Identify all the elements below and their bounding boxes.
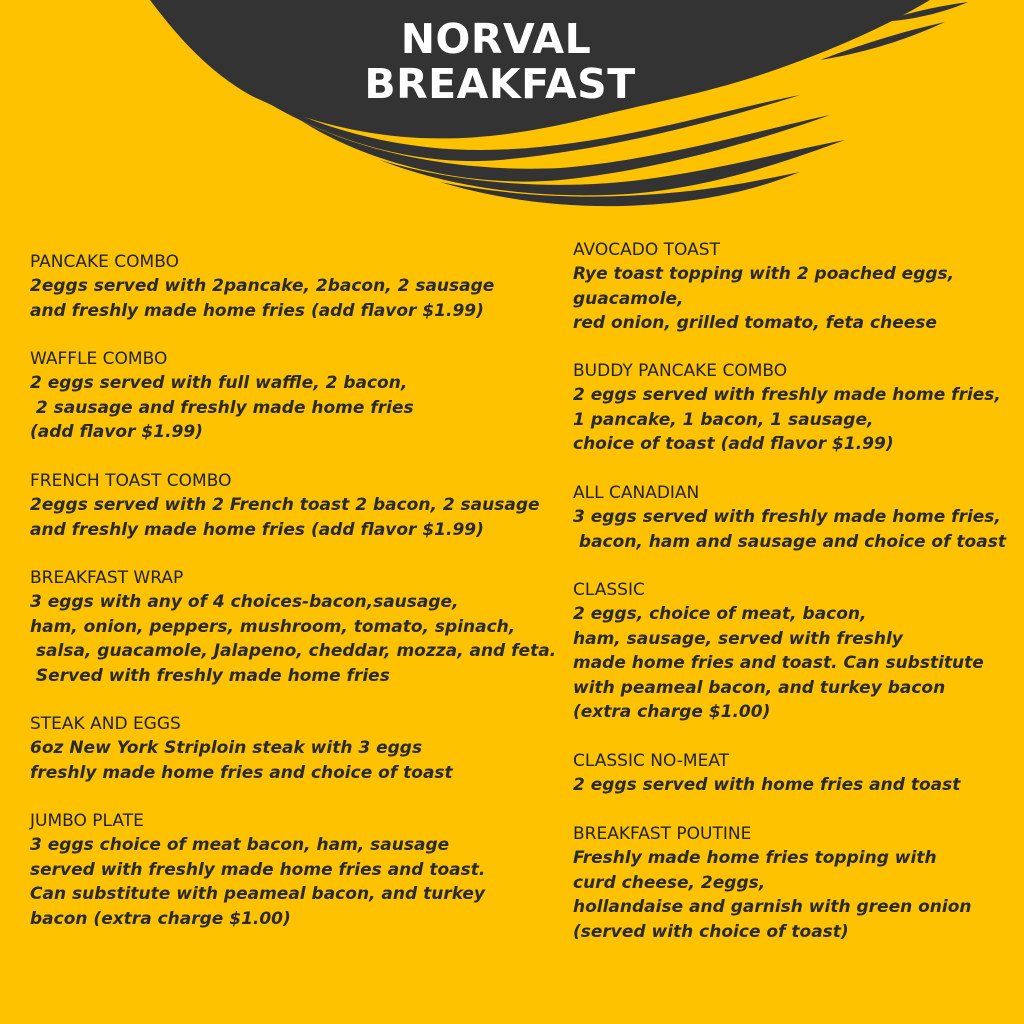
menu-item-description: 2eggs served with 2pancake, 2bacon, 2 sausage and freshly made home fries (add flavor $1.99)	[30, 276, 495, 321]
menu-item	[573, 239, 1013, 336]
menu-item-description: 2 eggs served with home fries and toast	[573, 775, 961, 795]
menu-item-name: BREAKFAST POUTINE	[573, 824, 752, 844]
menu-item-description: 2 eggs served with full waffle, 2 bacon, 2 sausage and freshly made home fries (add flavor $1.99)	[30, 373, 414, 442]
menu-item-description: Rye toast topping with 2 poached eggs, guacamole, red onion, grilled tomato, feta cheese	[573, 264, 955, 333]
menu-item	[30, 348, 550, 445]
menu-item-description: 3 eggs served with freshly made home fries, bacon, ham and sausage and choice of toast	[573, 507, 1006, 552]
menu-item-name: JUMBO PLATE	[30, 811, 144, 831]
menu-item-name: PANCAKE COMBO	[30, 252, 179, 272]
menu-item	[573, 750, 1013, 798]
menu-item-name: WAFFLE COMBO	[30, 349, 168, 369]
menu-item-description: 2 eggs served with freshly made home fries, 1 pancake, 1 bacon, 1 sausage, choice of toast (add flavor $1.99)	[573, 385, 1001, 454]
menu-item-name: CLASSIC	[573, 580, 645, 600]
menu-item-name: FRENCH TOAST COMBO	[30, 471, 232, 491]
menu-title-line2: BREAKFAST	[364, 60, 636, 108]
menu-item-description: Freshly made home fries topping with curd cheese, 2eggs, hollandaise and garnish with green onion (served with choice of toast)	[573, 848, 972, 942]
menu-item-description: 2 eggs, choice of meat, bacon, ham, sausage, served with freshly made home fries and toast. Can substitute with peameal bacon, and turkey bacon (extra charge $1.00)	[573, 604, 984, 722]
menu-item	[30, 251, 550, 323]
menu-item-description: 3 eggs with any of 4 choices-bacon,sausage, ham, onion, peppers, mushroom, tomato, spinach, salsa, guacamole, Jalapeno, cheddar, mozza, and feta. Served with freshly made home fries	[30, 592, 557, 686]
menu-item	[573, 482, 1013, 554]
menu-title-line1: NORVAL	[400, 15, 592, 63]
menu-item-name: BUDDY PANCAKE COMBO	[573, 361, 788, 381]
menu-item	[30, 810, 550, 931]
menu-item-description: 6oz New York Striploin steak with 3 eggs freshly made home fries and choice of toast	[30, 738, 453, 783]
menu-item-description: 3 eggs choice of meat bacon, ham, sausage served with freshly made home fries and toast. Can substitute with peameal bacon, and turkey bacon (extra charge $1.00)	[30, 835, 486, 929]
menu-item	[30, 567, 557, 688]
menu-item-name: STEAK AND EGGS	[30, 714, 181, 734]
menu-item	[573, 360, 1013, 457]
menu-item	[573, 823, 1013, 944]
menu-item-description: 2eggs served with 2 French toast 2 bacon, 2 sausage and freshly made home fries (add flavor $1.99)	[30, 495, 540, 540]
menu-item	[573, 579, 1013, 725]
menu-item-name: CLASSIC NO-MEAT	[573, 751, 730, 771]
menu-item-name: BREAKFAST WRAP	[30, 568, 184, 588]
menu-item-name: ALL CANADIAN	[573, 483, 700, 503]
menu-item	[30, 470, 550, 542]
menu-item-name: AVOCADO TOAST	[573, 240, 720, 260]
menu-item	[30, 713, 550, 785]
